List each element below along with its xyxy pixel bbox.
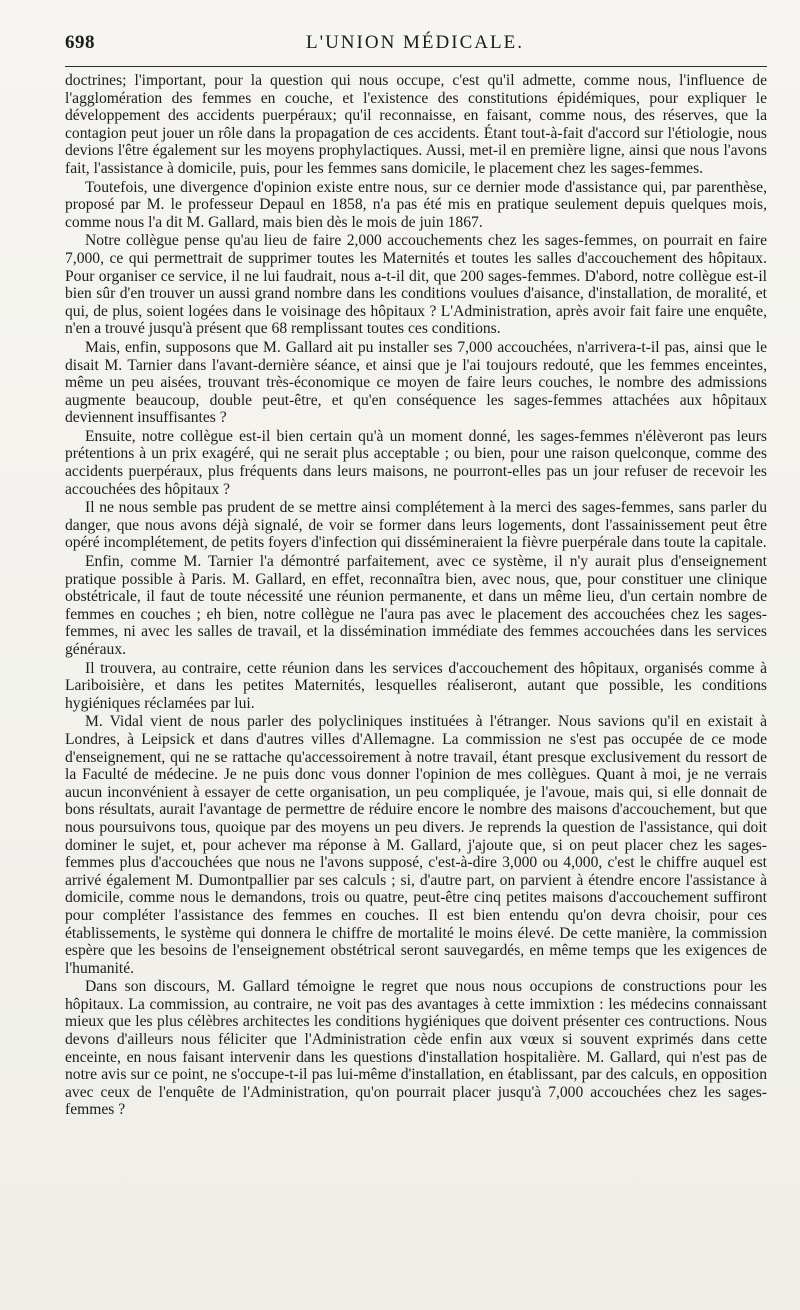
running-title: L'UNION MÉDICALE. xyxy=(306,32,524,53)
paragraph: M. Vidal vient de nous parler des polycliniques instituées à l'étranger. Nous savions qu'il en existait à Londres, à Leipsick et dans d'autres villes d'Allemagne. La commission ne s'est pas occupée de ce mode d'enseignement, qui ne se rattache qu'accessoirement à notre travail, étant presque exclusivement du ressort de la Faculté de médecine. Je ne puis donc vous donner l'opinion de mes collègues. Quant à moi, je ne verrais aucun inconvénient à essayer de cette organisation, un peu compliquée, je l'avoue, mais qui, si elle donnait de bons résultats, aurait l'avantage de permettre de réduire encore le nombre des maisons d'accouchement, but que nous poursuivons tous, quoique par des moyens un peu divers. Je reprends la question de l'assistance, qui doit dominer le sujet, et, pour achever ma réponse à M. Gallard, j'ajoute que, si on peut placer chez les sages-femmes plus d'accouchées que nous ne l'avons supposé, c'est-à-dire 3,000 ou 4,000, c'est le chiffre auquel est arrivé également M. Dumontpallier par ses calculs ; si, d'autre part, on parvient à étendre encore l'assistance à domicile, comme nous le demandons, trois ou quatre, peut-être cinq petites maisons d'accouchement suffiront pour compléter l'assistance des femmes en couches. Il est bien entendu qu'on devra choisir, pour ces établissements, le système qui donnera le chiffre de mortalité le moins élevé. De cette manière, la commission espère que les besoins de l'enseignement obstétrical seront sauvegardés, en même temps que les exigences de l'humanité. xyxy=(65,713,767,977)
paragraph: doctrines; l'important, pour la question qui nous occupe, c'est qu'il admette, comme nous, l'influence de l'agglomération des femmes en couche, et l'existence des constitutions épidémiques, pour expliquer le développement des accidents puerpéraux; qu'il reconnaisse, en faisant, comme nous, des réserves, que la contagion peut jouer un rôle dans la propagation de ces accidents. Étant tout-à-fait d'accord sur l'étiologie, nous devions l'être également sur les moyens prophylactiques. Aussi, met-il en première ligne, ainsi que nous l'avons fait, l'assistance à domicile, puis, pour les femmes sans domicile, le placement chez les sages-femmes. xyxy=(65,72,767,177)
header-rule xyxy=(65,66,767,67)
page-header xyxy=(65,30,765,64)
page-number: 698 xyxy=(65,32,95,53)
paragraph: Notre collègue pense qu'au lieu de faire 2,000 accouchements chez les sages-femmes, on pourrait en faire 7,000, ce qui permettrait de supprimer toutes les Maternités et toutes les salles d'accouchement des hôpitaux. Pour organiser ce service, il ne lui faudrait, nous a-t-il dit, que 200 sages-femmes. D'abord, notre collègue est-il bien sûr d'en trouver un aussi grand nombre dans les conditions voulues d'aisance, d'installation, de moralité, et qui, de plus, soient logées dans le voisinage des hôpitaux ? L'Administration, après avoir fait faire une enquête, n'en a trouvé jusqu'à présent que 68 remplissant toutes ces conditions. xyxy=(65,232,767,338)
paragraph: Mais, enfin, supposons que M. Gallard ait pu installer ses 7,000 accouchées, n'arrivera-t-il pas, ainsi que le disait M. Tarnier dans l'avant-dernière séance, et ainsi que je l'ai toujours redouté, que les femmes enceintes, même un peu aisées, trouvant très-économique ce moyen de faire leurs couches, le nombre des admissions augmente beaucoup, double peut-être, et qu'en conséquence les sages-femmes attachées aux hôpitaux deviennent insuffisantes ? xyxy=(65,338,767,427)
paragraph: Enfin, comme M. Tarnier l'a démontré parfaitement, avec ce système, il n'y aurait plus d'enseignement pratique possible à Paris. M. Gallard, en effet, reconnaîtra bien, avec nous, que, pour constituer une clinique obstétricale, il faut de toute nécessité une réunion permanente, et dans un même lieu, d'un certain nombre de femmes en couches ; eh bien, notre collègue ne l'aura pas avec le placement des accouchées chez les sages-femmes, ni avec les salles de travail, et la dissémination immédiate des femmes accouchées dans les services généraux. xyxy=(65,553,767,658)
paragraph: Toutefois, une divergence d'opinion existe entre nous, sur ce dernier mode d'assistance qui, par parenthèse, proposé par M. le professeur Depaul en 1858, n'a pas été mis en pratique seulement depuis quelques mois, comme nous l'a dit M. Gallard, mais bien dès le mois de juin 1867. xyxy=(65,178,767,231)
paragraph: Dans son discours, M. Gallard témoigne le regret que nous nous occupions de constructions pour les hôpitaux. La commission, au contraire, ne voit pas des avantages à cette immixtion : les médecins connaissant mieux que les plus célèbres architectes les conditions hygiéniques que doivent présenter ces contructions. Nous devons d'ailleurs nous féliciter que l'Administration cède enfin aux vœux si souvent exprimés dans cette enceinte, en nous faisant intervenir dans les questions d'installation hospitalière. M. Gallard, qui n'est pas de notre avis sur ce point, ne s'occupe-t-il pas lui-même d'installation, en établissant, par des calculs, en opposition avec ceux de l'enquête de l'Administration, qu'on pourrait placer jusqu'à 7,000 accouchées chez les sages-femmes ? xyxy=(65,978,767,1119)
paragraph: Il trouvera, au contraire, cette réunion dans les services d'accouchement des hôpitaux, organisés comme à Lariboisière, et dans les petites Maternités, lesquelles réaliseront, autant que possible, les conditions hygiéniques réclamées par lui. xyxy=(65,659,767,712)
paragraph: Il ne nous semble pas prudent de se mettre ainsi complétement à la merci des sages-femmes, sans parler du danger, que nous avons déjà signalé, de voir se former dans leurs logements, dont l'assainissement peut être opéré incomplétement, de petits foyers d'infection qui dissémineraient la fièvre puerpérale dans toute la capitale. xyxy=(65,499,767,552)
article-body xyxy=(65,72,767,1119)
paragraph: Ensuite, notre collègue est-il bien certain qu'à un moment donné, les sages-femmes n'élèveront pas leurs prétentions à un prix exagéré, qui ne serait plus acceptable ; ou bien, pour une raison quelconque, comme des accidents puerpéraux, plus fréquents dans leurs maisons, ne pourront-elles pas un jour refuser de recevoir les accouchées des hôpitaux ? xyxy=(65,427,767,498)
